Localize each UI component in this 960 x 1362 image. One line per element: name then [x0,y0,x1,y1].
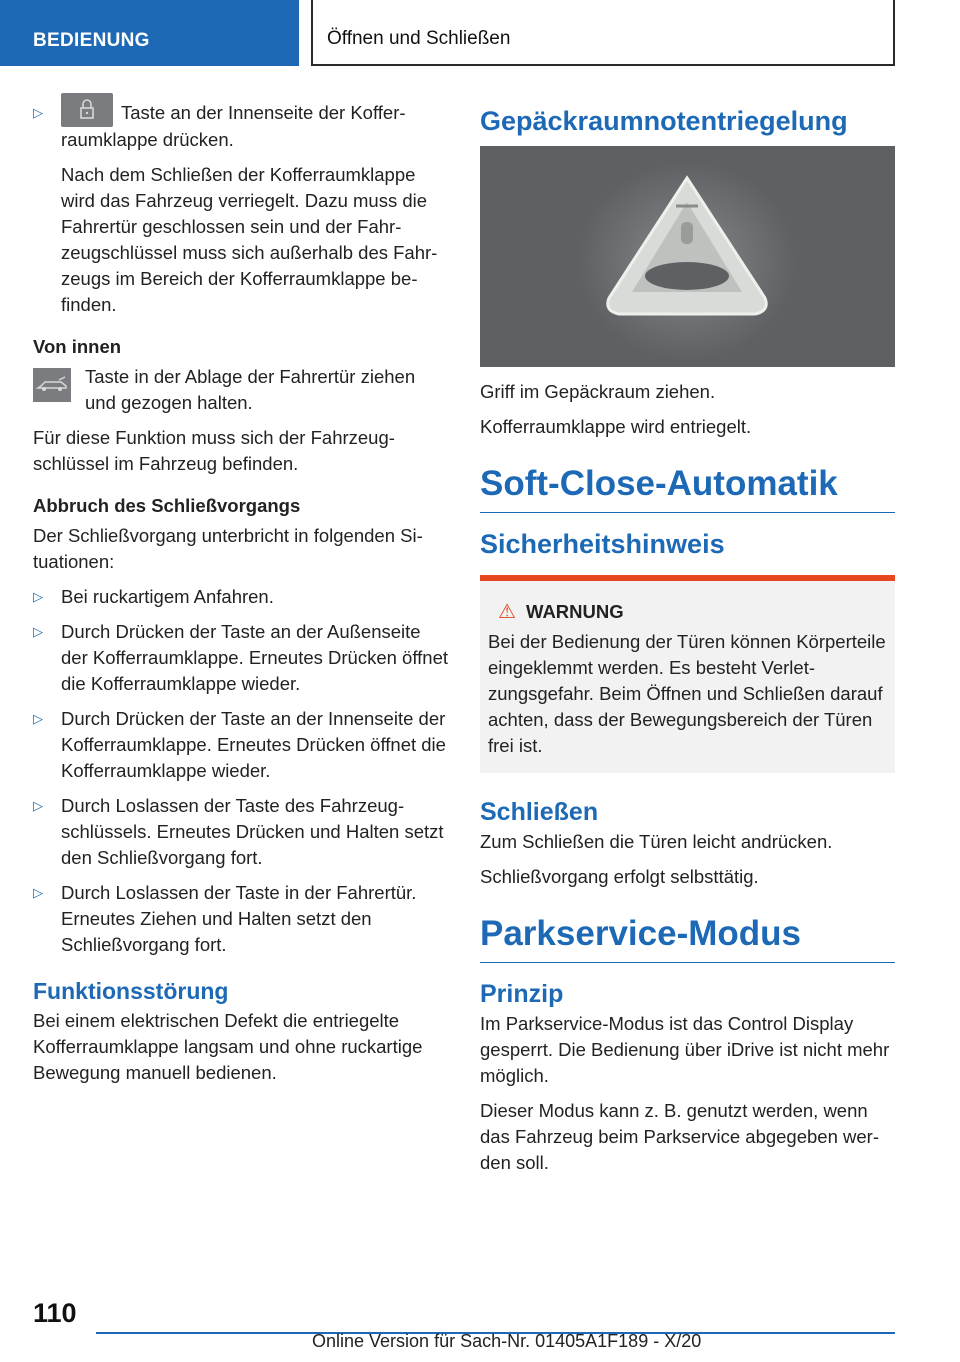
schliessen-heading: Schließen [480,798,599,826]
bullet-triangle-icon: ▷ [33,885,43,901]
gepaeck-p1: Griff im Gepäckraum ziehen. [480,381,716,402]
warning-triangle-icon: ⚠ [498,601,516,623]
schliessen-p2: Schließvorgang erfolgt selbsttätig. [480,866,759,887]
sicherheit-heading: Sicherheitshinweis [480,529,725,559]
von-innen-heading: Von innen [33,336,122,358]
left-column [33,100,448,1095]
list-item-text: Bei ruckartigem Anfahren. [61,586,274,608]
footer-online-version: Online Version für Sach-Nr. 01405A1F189 - X/20 [312,1331,702,1351]
car-icon [33,368,71,402]
warning-title-text: WARNUNG [526,601,624,622]
list-item [33,100,448,153]
prinzip-heading: Prinzip [480,980,564,1008]
list-item [33,706,448,784]
abbruch-heading: Abbruch des Schließvorgangs [33,495,301,517]
list-item-text: Durch Drücken der Taste an der Außenseite der Kofferraumklappe. Erneutes Drücken öffnet die Kofferraumklappe wieder. [61,621,449,695]
emergency-release-handle-image [480,146,895,367]
warning-text: Bei der Bedienung der Türen können Körperteile eingeklemmt werden. Es besteht Verletzungsgefahr. Beim Öffnen und Schließen darauf achten, dass der Bewegungsbereich der Türen frei ist. [488,631,886,756]
header-chapter-box [311,0,895,66]
list-item-text: Durch Loslassen der Taste in der Fahrertür. Erneutes Ziehen und Halten setzt den Schließvorgang fort. [61,882,417,956]
warning-title [488,599,887,625]
warning-box [480,575,895,773]
header-section-tab [0,0,299,66]
list-item [33,584,448,610]
door-button-row [33,364,448,416]
lock-icon [61,93,113,127]
prinzip-p1: Im Parkservice-Modus ist das Control Display gesperrt. Die Bedienung über iDrive ist nicht mehr möglich. [480,1013,890,1086]
gepaeck-p2: Kofferraumklappe wird entriegelt. [480,416,752,437]
prinzip-p2: Dieser Modus kann z. B. genutzt werden, wenn das Fahrzeug beim Parkservice abgegeben werden soll. [480,1100,879,1173]
list-item [33,793,448,871]
list-item [33,880,448,958]
bullet-triangle-icon: ▷ [33,624,43,640]
bullet-triangle-icon: ▷ [33,589,43,605]
header-chapter-label: Öffnen und Schließen [327,28,511,49]
header-section-label: BEDIENUNG [33,30,150,51]
soft-close-heading: Soft-Close-Automatik [480,462,895,513]
gepaeck-heading: Gepäckraumnotentriegelung [480,106,848,136]
lock-paragraph: Nach dem Schließen der Kofferraumklappe wird das Fahrzeug verriegelt. Dazu muss die Fahrertür geschlossen sein und der Fahrzeugschlüssel muss sich außerhalb des Fahrzeugs im Bereich der Kofferraumklappe befinden. [61,164,438,316]
page-number: 110 [33,1298,77,1328]
innen-paragraph: Für diese Funktion muss sich der Fahrzeugschlüssel im Fahrzeug befinden. [33,427,395,475]
list-item-text: Durch Drücken der Taste an der Innenseite der Kofferraumklappe. Erneutes Drücken öffnet die Kofferraumklappe wieder. [61,708,446,782]
parkservice-heading: Parkservice-Modus [480,912,895,963]
right-column [480,104,895,1185]
stoerung-paragraph: Bei einem elektrischen Defekt die entriegelte Kofferraumklappe langsam und ohne ruckartige Bewegung manuell bedienen. [33,1010,423,1084]
list-item-text: Durch Loslassen der Taste des Fahrzeugschlüssels. Erneutes Drücken und Halten setzt den Schließvorgang fort. [61,795,444,869]
lock-button-text: Taste an der Innenseite der Kofferraumklappe drücken. [61,102,406,151]
door-button-text: Taste in der Ablage der Fahrertür ziehen und gezogen halten. [85,366,416,414]
schliessen-p1: Zum Schließen die Türen leicht andrücken. [480,831,833,852]
list-item [33,619,448,697]
bullet-triangle-icon: ▷ [33,798,43,814]
abbruch-paragraph: Der Schließvorgang unterbricht in folgenden Situationen: [33,525,423,573]
stoerung-heading: Funktionsstörung [33,978,229,1005]
bullet-triangle-icon: ▷ [33,711,43,727]
bullet-triangle-icon: ▷ [33,105,43,120]
